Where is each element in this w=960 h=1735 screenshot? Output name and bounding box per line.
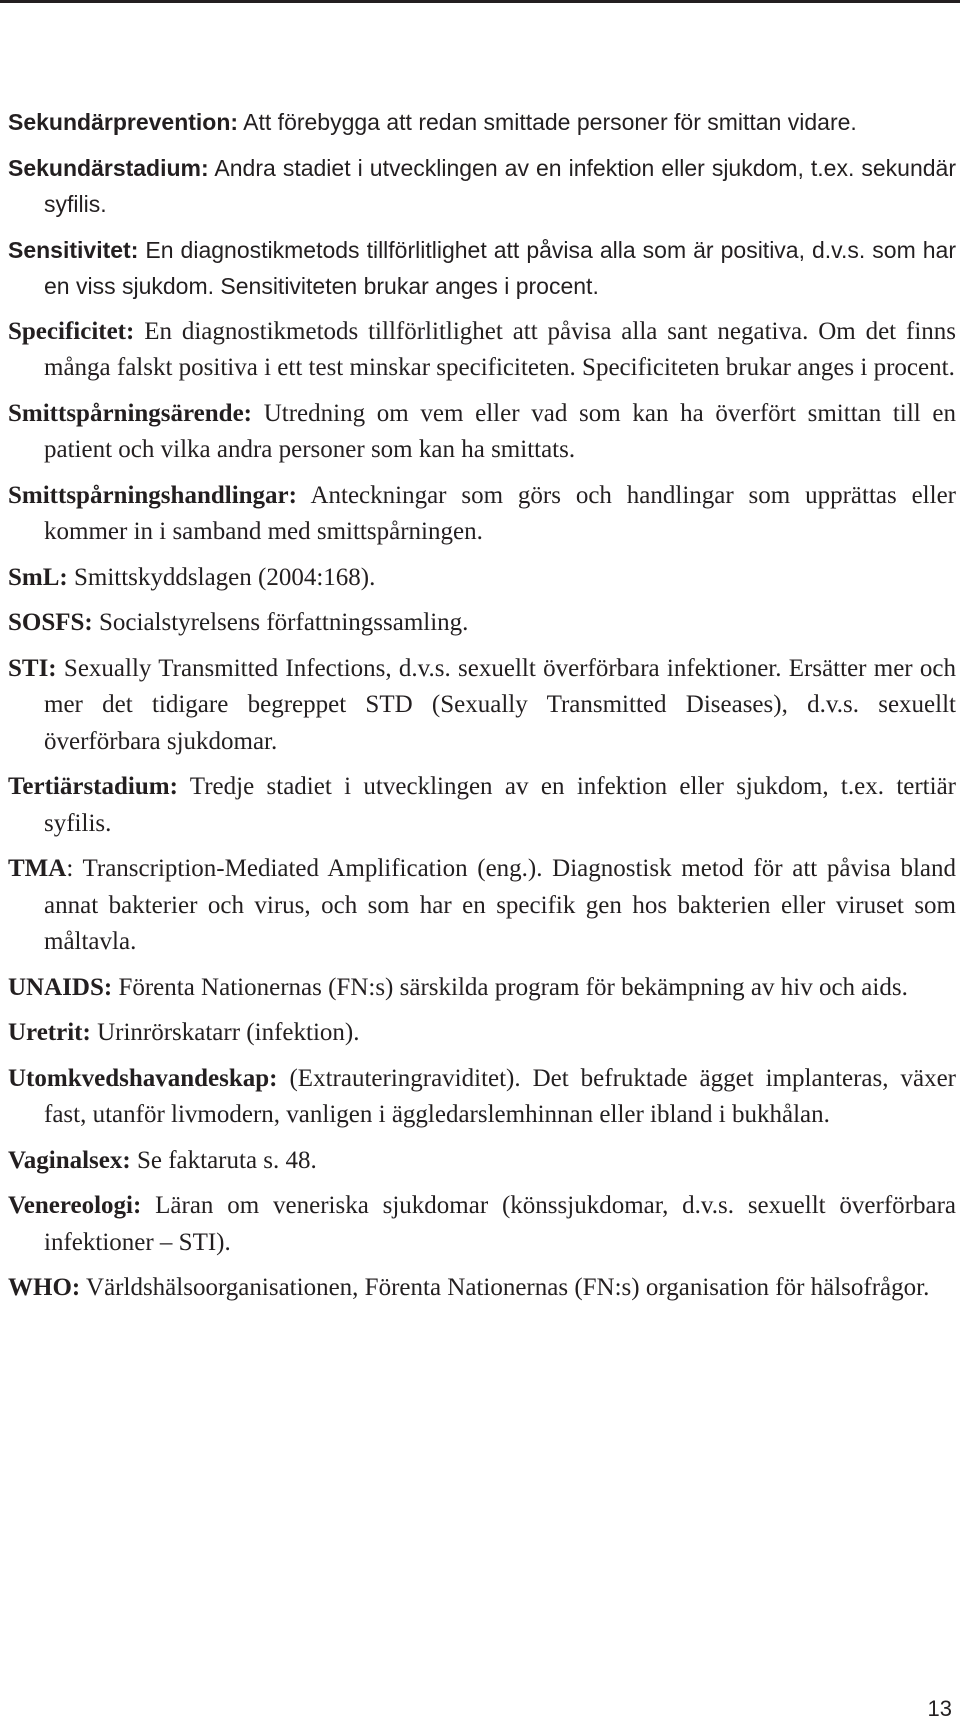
glossary-entry-smittsparningsarende [8,396,956,469]
glossary-definition: Sexually Transmitted Infections, d.v.s. sexuellt överförbara infektioner. Ersätter mer och mer det tidigare begreppet STD (Sexually Transmitted Diseases), d.v.s. sexuellt överförbara sjukdomar. [44,654,956,755]
glossary-definition: Att förebygga att redan smittade personer för smittan vidare. [238,109,857,135]
glossary-entry-utomkvedshavandeskap [8,1061,956,1134]
glossary-definition: Utredning om vem eller vad som kan ha överfört smittan till en patient och vilka andra personer som kan ha smittats. [44,399,956,463]
glossary-term: SOSFS: [8,609,93,636]
glossary-term: STI: [8,654,57,682]
glossary-entry-sekundarstadium [8,150,956,223]
glossary-term: Sekundärprevention: [8,109,239,135]
glossary-entry-sekundarprevention [8,104,956,141]
glossary-definition: En diagnostikmetods tillförlitlighet att påvisa alla som är positiva, d.v.s. som har en viss sjukdom. Sensitiviteten brukar anges i procent. [44,236,956,299]
glossary-definition: Förenta Nationernas (FN:s) särskilda program för bekämpning av hiv och aids. [112,973,908,1001]
glossary-definition: Se faktaruta s. 48. [130,1146,317,1174]
glossary-definition: Anteckningar som görs och handlingar som upprättas eller kommer in i samband med smittspårningen. [44,481,956,545]
glossary-term: Smittspårningshandlingar: [8,481,297,509]
glossary-definition: : Transcription-Mediated Amplification (eng.). Diagnostisk metod för att påvisa bland annat bakterier och virus, och som har en specifik gen hos bakterien eller viruset som måltavla. [44,855,956,955]
glossary-term: Tertiärstadium: [8,773,178,800]
glossary-definition: Andra stadiet i utvecklingen av en infektion eller sjukdom, t.ex. sekundär syfilis. [44,154,956,217]
glossary-definition: Världshälsoorganisationen, Förenta Nationernas (FN:s) organisation för hälsofrågor. [80,1274,930,1301]
glossary-definition: Läran om veneriska sjukdomar (könssjukdomar, d.v.s. sexuellt överförbara infektioner – STI). [44,1192,956,1256]
glossary-term: SmL: [8,563,68,591]
glossary-entry-vaginalsex [8,1143,956,1180]
glossary-term: Uretrit: [8,1019,91,1046]
glossary-term: Specificitet: [8,317,135,345]
glossary-entry-venereologi [8,1188,956,1261]
glossary-definition: En diagnostikmetods tillförlitlighet att påvisa alla sant negativa. Om det finns många falskt positiva i ett test minskar specificiteten. Specificiteten brukar anges i procent. [44,317,956,381]
glossary-entry-sensitivitet [8,232,956,305]
glossary-definition: Smittskyddslagen (2004:168). [67,563,376,591]
glossary-term: TMA [8,855,67,882]
glossary-entry-smittsparningshandlingar [8,478,956,551]
top-rule [0,0,960,3]
glossary-entry-tertiarstadium [8,769,956,842]
glossary-entry-sti [8,651,956,761]
glossary-list [8,104,956,1316]
glossary-entry-specificitet [8,314,956,387]
page-number: 13 [927,1696,952,1721]
glossary-term: Vaginalsex: [8,1146,131,1174]
glossary-definition: (Extrauteringraviditet). Det befruktade ägget implanteras, växer fast, utanför livmodern, vanligen i äggledarslemhinnan eller ibland i bukhålan. [44,1064,956,1128]
glossary-entry-sml [8,560,956,597]
glossary-entry-uretrit [8,1015,956,1052]
glossary-entry-who [8,1270,956,1307]
glossary-definition: Urinrörskatarr (infektion). [90,1019,360,1046]
glossary-entry-unaids [8,970,956,1007]
glossary-term: Sekundärstadium: [8,154,209,181]
glossary-definition: Socialstyrelsens författningssamling. [92,609,469,636]
glossary-term: UNAIDS: [8,973,113,1001]
glossary-term: WHO: [8,1274,81,1301]
glossary-term: Utomkvedshavandeskap: [8,1064,278,1092]
glossary-term: Venereologi: [8,1192,142,1219]
glossary-entry-tma [8,851,956,961]
glossary-term: Smittspårningsärende: [8,399,253,427]
glossary-term: Sensitivitet: [8,236,139,263]
glossary-definition: Tredje stadiet i utvecklingen av en infektion eller sjukdom, t.ex. tertiär syfilis. [44,773,956,837]
glossary-entry-sosfs [8,605,956,642]
